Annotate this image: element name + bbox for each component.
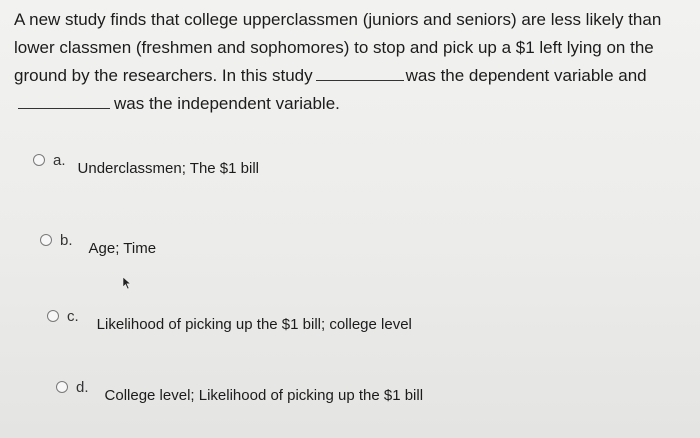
question-line-3-end: was the dependent variable and: [405, 66, 647, 85]
option-b-label[interactable]: Age; Time: [88, 240, 157, 257]
option-b-radio[interactable]: [40, 234, 52, 246]
option-b[interactable]: [40, 232, 156, 257]
option-a[interactable]: [33, 152, 259, 177]
option-c-radio[interactable]: [47, 310, 59, 322]
dependent-variable-blank: [316, 62, 404, 81]
option-d-radio[interactable]: [56, 381, 68, 393]
option-d[interactable]: [56, 379, 423, 404]
question-line-3: [14, 62, 686, 90]
option-a-letter: a.: [53, 152, 66, 169]
independent-variable-blank: [18, 90, 110, 109]
question-text: [14, 6, 686, 118]
question-line-2: lower classmen (freshmen and sophomores) to stop and pick up a $1 left lying on the: [14, 38, 654, 57]
option-d-letter: d.: [76, 379, 89, 396]
mouse-cursor-icon: [122, 276, 132, 290]
question-line-3-start: ground by the researchers. In this study: [14, 66, 313, 85]
option-a-radio[interactable]: [33, 154, 45, 166]
option-c-label[interactable]: Likelihood of picking up the $1 bill; college level: [96, 316, 412, 333]
option-c-letter: c.: [67, 308, 79, 325]
question-line-1: A new study finds that college upperclassmen (juniors and seniors) are less likely than: [14, 10, 662, 29]
question-line-4: [14, 90, 686, 118]
option-b-letter: b.: [60, 232, 73, 249]
option-d-label[interactable]: College level; Likelihood of picking up the $1 bill: [104, 387, 424, 404]
option-a-label[interactable]: Underclassmen; The $1 bill: [77, 160, 259, 177]
question-line-4-end: was the independent variable.: [114, 94, 340, 113]
option-c[interactable]: [47, 308, 412, 333]
